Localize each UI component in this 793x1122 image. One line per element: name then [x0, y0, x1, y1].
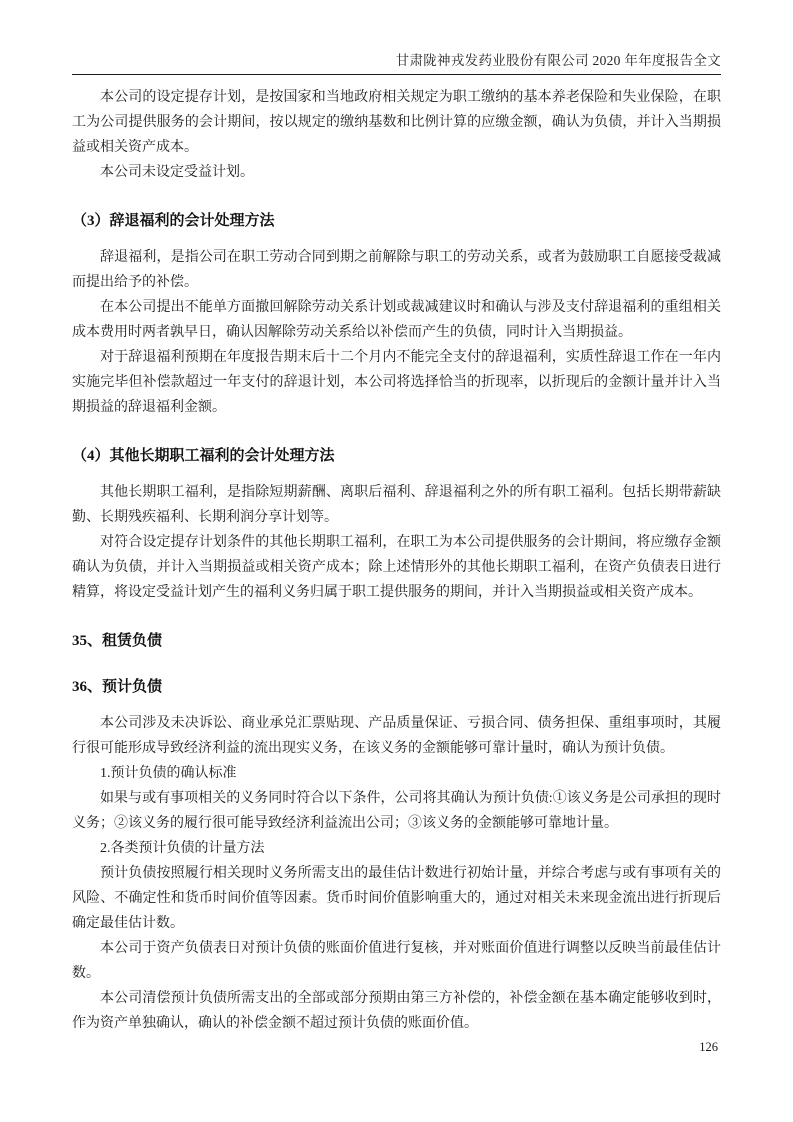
paragraph: 本公司于资产负债表日对预计负债的账面价值进行复核，并对账面价值进行调整以反映当前最佳估计数。	[72, 941, 721, 981]
header-title: 甘肃陇神戎发药业股份有限公司 2020 年年度报告全文	[395, 53, 721, 68]
section-heading: （3）辞退福利的会计处理方法	[72, 213, 275, 229]
paragraph: 在本公司提出不能单方面撤回解除劳动关系计划或裁减建议时和确认与涉及支付辞退福利的重组相关成本费用时两者孰早日，确认因解除劳动关系给以补偿而产生的负债，同时计入当期损益。	[72, 300, 721, 340]
paragraph: 2.各类预计负债的计量方法	[100, 841, 265, 856]
document-body	[0, 85, 793, 1036]
paragraph: 本公司涉及未决诉讼、商业承兑汇票贴现、产品质量保证、亏损合同、债务担保、重组事项时，其履行很可能形成导致经济利益的流出现实义务，在该义务的金额能够可靠计量时，确认为预计负债。	[72, 716, 721, 756]
paragraph: 辞退福利，是指公司在职工劳动合同到期之前解除与职工的劳动关系，或者为鼓励职工自愿接受裁减而提出给予的补偿。	[72, 250, 721, 290]
section-heading: 35、租赁负债	[72, 633, 163, 649]
section-heading: 36、预计负债	[72, 679, 163, 695]
section-heading: （4）其他长期职工福利的会计处理方法	[72, 448, 335, 464]
paragraph: 本公司清偿预计负债所需支出的全部或部分预期由第三方补偿的，补偿金额在基本确定能够收到时，作为资产单独确认，确认的补偿金额不超过预计负债的账面价值。	[72, 991, 721, 1031]
paragraph: 其他长期职工福利，是指除短期薪酬、离职后福利、辞退福利之外的所有职工福利。包括长期带薪缺勤、长期残疾福利、长期利润分享计划等。	[72, 485, 721, 525]
paragraph: 如果与或有事项相关的义务同时符合以下条件，公司将其确认为预计负债:①该义务是公司承担的现时义务；②该义务的履行很可能导致经济利益流出公司；③该义务的金额能够可靠地计量。	[72, 791, 721, 831]
paragraph: 1.预计负债的确认标准	[100, 766, 237, 781]
paragraph: 对于辞退福利预期在年度报告期末后十二个月内不能完全支付的辞退福利，实质性辞退工作在一年内实施完毕但补偿款超过一年支付的辞退计划，本公司将选择恰当的折现率，以折现后的金额计量并计入当期损益的辞退福利金额。	[72, 350, 721, 415]
paragraph: 本公司未设定受益计划。	[100, 165, 254, 180]
paragraph: 预计负债按照履行相关现时义务所需支出的最佳估计数进行初始计量，并综合考虑与或有事项有关的风险、不确定性和货币时间价值等因素。货币时间价值影响重大的，通过对相关未来现金流出进行折现后确定最佳估计数。	[72, 866, 721, 931]
page-header	[0, 0, 793, 75]
paragraph: 对符合设定提存计划条件的其他长期职工福利，在职工为本公司提供服务的会计期间，将应缴存金额确认为负债，并计入当期损益或相关资产成本；除上述情形外的其他长期职工福利，在资产负债表日进行精算，将设定受益计划产生的福利义务归属于职工提供服务的期间，并计入当期损益或相关资产成本。	[72, 535, 721, 600]
paragraph: 本公司的设定提存计划，是按国家和当地政府相关规定为职工缴纳的基本养老保险和失业保险，在职工为公司提供服务的会计期间，按以规定的缴纳基数和比例计算的应缴金额，确认为负债，并计入当期损益或相关资产成本。	[72, 90, 721, 155]
header-rule	[72, 52, 721, 75]
page-number: 126	[699, 1040, 718, 1054]
